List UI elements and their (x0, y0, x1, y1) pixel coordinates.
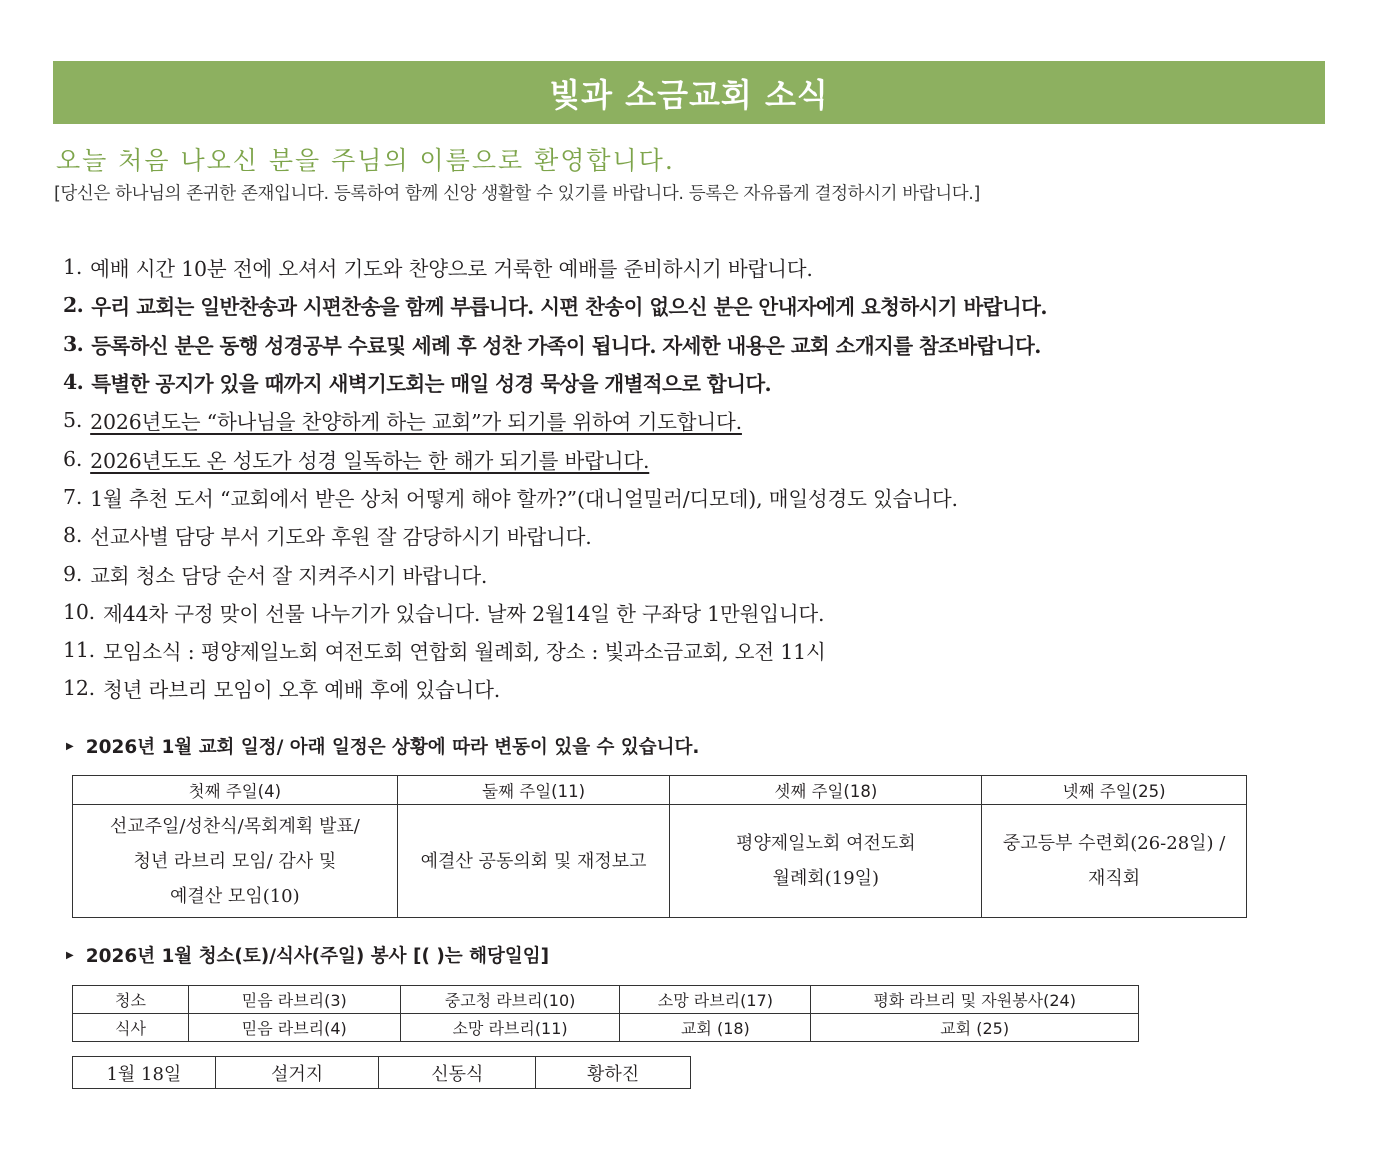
notice-item: 1. 예배 시간 10분 전에 오셔서 기도와 찬양으로 거룩한 예배를 준비하시기 바랍니다. (63, 255, 813, 282)
welcome-subtext: [당신은 하나님의 존귀한 존재입니다. 등록하여 함께 신앙 생활할 수 있기를 바랍니다. 등록은 자유롭게 결정하시기 바랍니다.] (54, 184, 980, 204)
notice-item: 9. 교회 청소 담당 순서 잘 지켜주시기 바랍니다. (63, 561, 488, 588)
notice-item: 11. 모임소식 : 평양제일노회 여전도회 연합회 월례회, 장소 : 빛과소금교회, 오전 11시 (63, 638, 826, 665)
duty-heading: ▶ 2026년 1월 청소(토)/식사(주일) 봉사 [( )는 해당일임] (66, 946, 550, 967)
special-duty-table (72, 1056, 691, 1089)
notice-item: 6. 2026년도도 온 성도가 성경 일독하는 한 해가 되기를 바랍니다. (63, 446, 650, 473)
page-title: 빛과 소금교회 소식 (53, 61, 1325, 124)
schedule-table (72, 775, 1247, 918)
table-row: 청소 믿음 라브리(3) 중고청 라브리(10) 소망 라브리(17) 평화 라브리 및 자원봉사(24) (73, 986, 1139, 1014)
triangle-bullet-icon: ▶ (66, 740, 74, 752)
notice-item: 4. 특별한 공지가 있을 때까지 새벽기도회는 매일 성경 묵상을 개별적으로 합니다. (63, 370, 772, 397)
schedule-cell: 선교주일/성찬식/목회계획 발표/ 청년 라브리 모임/ 감사 및 예결산 모임(10) (73, 805, 398, 918)
notice-item: 8. 선교사별 담당 부서 기도와 후원 잘 감당하시기 바랍니다. (63, 523, 592, 550)
schedule-cell: 예결산 공동의회 및 재정보고 (397, 805, 670, 918)
schedule-header: 둘째 주일(11) (397, 776, 670, 805)
schedule-header: 셋째 주일(18) (670, 776, 982, 805)
schedule-header: 넷째 주일(25) (982, 776, 1247, 805)
table-row: 식사 믿음 라브리(4) 소망 라브리(11) 교회 (18) 교회 (25) (73, 1014, 1139, 1042)
notice-item: 5. 2026년도는 “하나님을 찬양하게 하는 교회”가 되기를 위하여 기도합니다. (63, 408, 742, 435)
notice-item: 2. 우리 교회는 일반찬송과 시편찬송을 함께 부릅니다. 시편 찬송이 없으신 분은 안내자에게 요청하시기 바랍니다. (63, 293, 1047, 320)
notice-list (63, 248, 1308, 708)
welcome-message: 오늘 처음 나오신 분을 주님의 이름으로 환영합니다. (56, 146, 675, 175)
notice-item: 7. 1월 추천 도서 “교회에서 받은 상처 어떻게 해야 할까?”(대니얼밀러/디모데), 매일성경도 있습니다. (63, 484, 958, 511)
notice-item: 10. 제44차 구정 맞이 선물 나누기가 있습니다. 날짜 2월14일 한 구좌당 1만원입니다. (63, 599, 825, 626)
table-row: 1월 18일 설거지 신동식 황하진 (73, 1057, 691, 1089)
schedule-header: 첫째 주일(4) (73, 776, 398, 805)
triangle-bullet-icon: ▶ (66, 949, 74, 961)
schedule-heading: ▶ 2026년 1월 교회 일정/ 아래 일정은 상황에 따라 변동이 있을 수 있습니다. (66, 737, 700, 758)
notice-item: 3. 등록하신 분은 동행 성경공부 수료및 세례 후 성찬 가족이 됩니다. 자세한 내용은 교회 소개지를 참조바랍니다. (63, 331, 1041, 358)
schedule-cell: 평양제일노회 여전도회 월례회(19일) (670, 805, 982, 918)
notice-item: 12. 청년 라브리 모임이 오후 예배 후에 있습니다. (63, 676, 501, 703)
duty-table (72, 985, 1139, 1042)
schedule-cell: 중고등부 수련회(26-28일) / 재직회 (982, 805, 1247, 918)
